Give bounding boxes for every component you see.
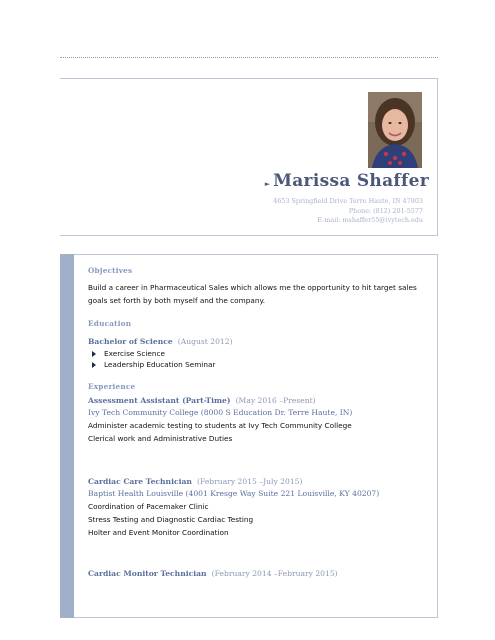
education-heading: Education (88, 319, 132, 328)
bullet-icon: ► (264, 180, 271, 188)
contact-info (273, 197, 423, 226)
job-organization: Ivy Tech Community College (8000 S Education Dr. Terre Haute, IN) (88, 408, 353, 417)
job-duty: Holter and Event Monitor Coordination (88, 528, 229, 537)
education-list (88, 348, 418, 370)
degree-title: Bachelor of Science (88, 337, 173, 346)
job-title: Assessment Assistant (Part-Time) (88, 396, 231, 405)
job-title: Cardiac Care Technician (88, 477, 192, 486)
list-item: Exercise Science (88, 348, 418, 359)
objective-line-2: goals set forth by both myself and the company. (88, 296, 266, 305)
job-duty: Administer academic testing to students at Ivy Tech Community College (88, 421, 352, 430)
phone: Phone: (812) 201-5577 (348, 206, 423, 215)
job-duty: Coordination of Pacemaker Clinic (88, 502, 209, 511)
job-title-line (88, 565, 418, 580)
address: 4653 Springfield Drive Terre Haute, IN 47803 (273, 197, 423, 205)
job-date: (May 2016 –Present) (235, 396, 316, 405)
objective-line-1: Build a career in Pharmaceutical Sales which allows me the opportunity to hit target sales (88, 283, 417, 292)
degree-date: (August 2012) (177, 337, 233, 346)
job-date: (February 2015 –July 2015) (197, 477, 303, 486)
triangle-bullet-icon (92, 362, 96, 368)
body-accent-bar (60, 254, 74, 618)
objectives-heading: Objectives (88, 266, 133, 275)
name-row (265, 171, 429, 191)
job-duty: Clerical work and Administrative Duties (88, 434, 233, 443)
triangle-bullet-icon (92, 351, 96, 357)
job-title-line (88, 392, 418, 407)
job-duty: Stress Testing and Diagnostic Cardiac Testing (88, 515, 254, 524)
job-title-line (88, 473, 418, 488)
degree-line (88, 333, 418, 348)
list-item: Leadership Education Seminar (88, 359, 418, 370)
profile-photo (368, 92, 422, 168)
experience-heading: Experience (88, 382, 136, 391)
job-title: Cardiac Monitor Technician (88, 569, 207, 578)
candidate-name: Marissa Shaffer (273, 171, 429, 191)
job-date: (February 2014 –February 2015) (211, 569, 338, 578)
email: E-mail: mshaffer55@ivytech.edu (317, 216, 423, 224)
job-organization: Baptist Health Louisville (4001 Kresge Way Suite 221 Louisville, KY 40207) (88, 489, 380, 498)
resume-content (88, 266, 418, 580)
top-dotted-rule (60, 57, 438, 58)
